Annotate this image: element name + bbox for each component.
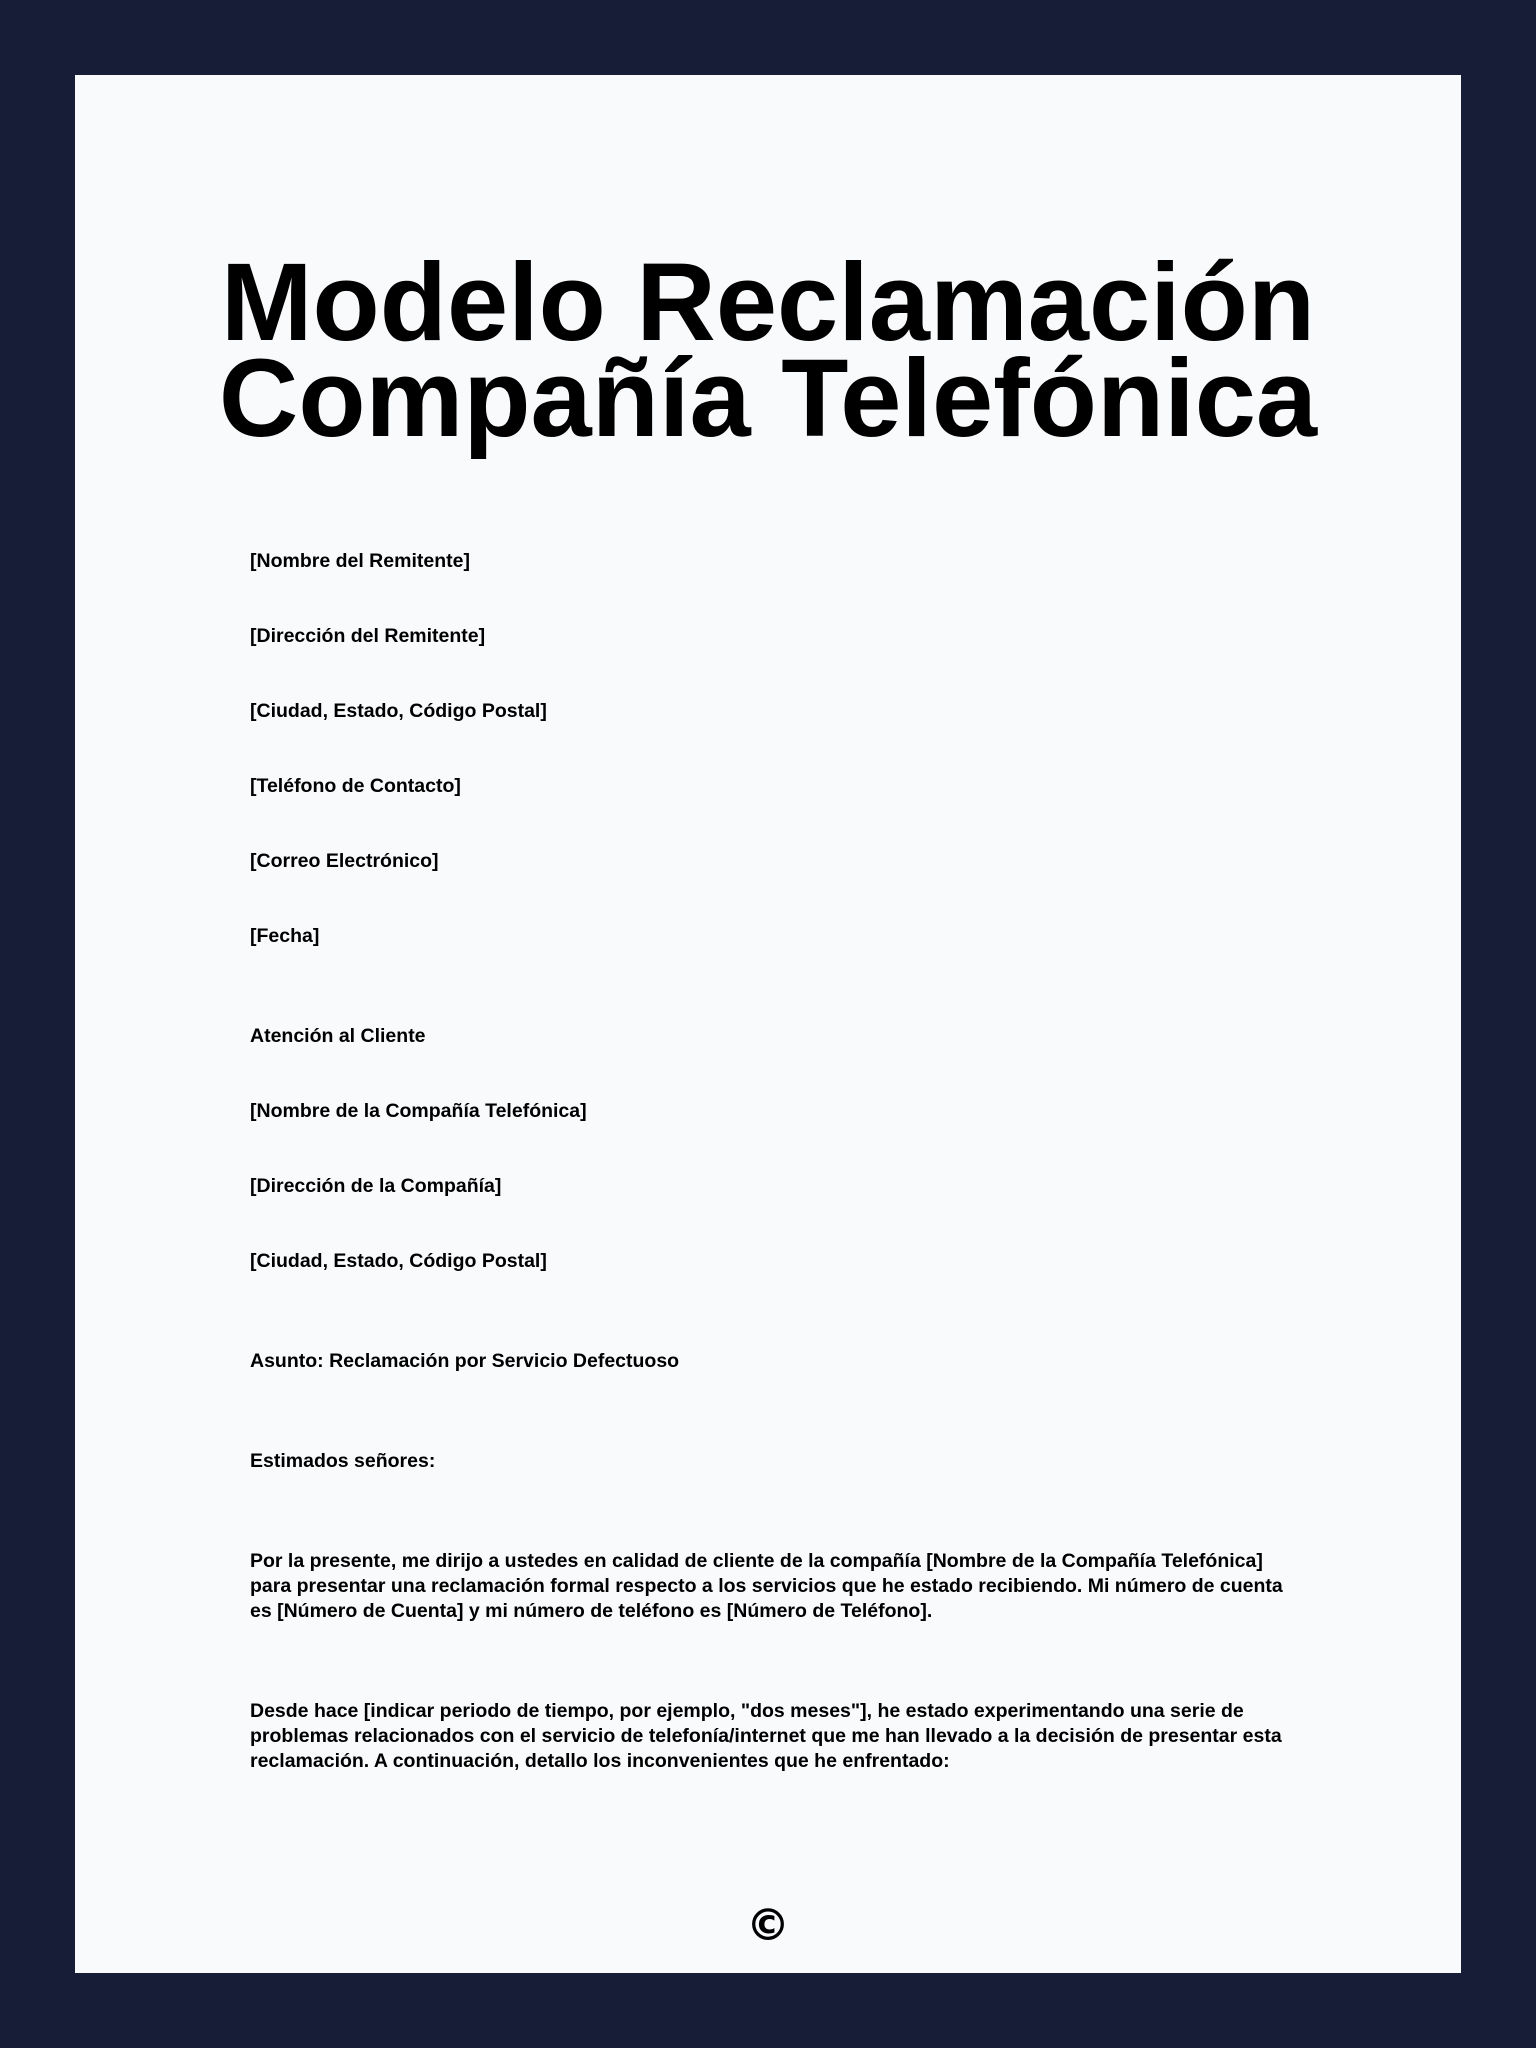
sender-email: [Correo Electrónico] <box>250 850 439 872</box>
letter-salutation: Estimados señores: <box>250 1450 436 1472</box>
title-line-1: Modelo Reclamación <box>220 241 1316 364</box>
sender-phone: [Teléfono de Contacto] <box>250 775 461 797</box>
recipient-attention: Atención al Cliente <box>250 1025 426 1047</box>
sender-city: [Ciudad, Estado, Código Postal] <box>250 700 547 722</box>
letter-paragraph-1: Por la presente, me dirijo a ustedes en calidad de cliente de la compañía [Nombre de la Compañía Telefónica] para presentar una reclamación formal respecto a los servicios que he estado recibiendo. Mi número de cuenta es [Número de Cuenta] y mi número de teléfono es [Número de Teléfono]. <box>250 1550 1283 1622</box>
letter-subject: Asunto: Reclamación por Servicio Defectuoso <box>250 1350 680 1372</box>
letter-paragraph-2: Desde hace [indicar periodo de tiempo, por ejemplo, "dos meses"], he estado experimentando una serie de problemas relacionados con el servicio de telefonía/internet que me han llevado a la decisión de presentar esta reclamación. A continuación, detallo los inconvenientes que he enfrentado: <box>250 1700 1282 1772</box>
sender-name: [Nombre del Remitente] <box>250 550 470 572</box>
document-title <box>75 241 1461 460</box>
letter-date: [Fecha] <box>250 925 320 947</box>
sender-address: [Dirección del Remitente] <box>250 625 486 647</box>
title-line-2: Compañía Telefónica <box>218 337 1318 460</box>
recipient-company: [Nombre de la Compañía Telefónica] <box>250 1100 587 1122</box>
document-page <box>75 75 1461 1973</box>
recipient-address: [Dirección de la Compañía] <box>250 1175 502 1197</box>
recipient-city: [Ciudad, Estado, Código Postal] <box>250 1250 547 1272</box>
copyright-icon: © <box>746 1900 790 1951</box>
